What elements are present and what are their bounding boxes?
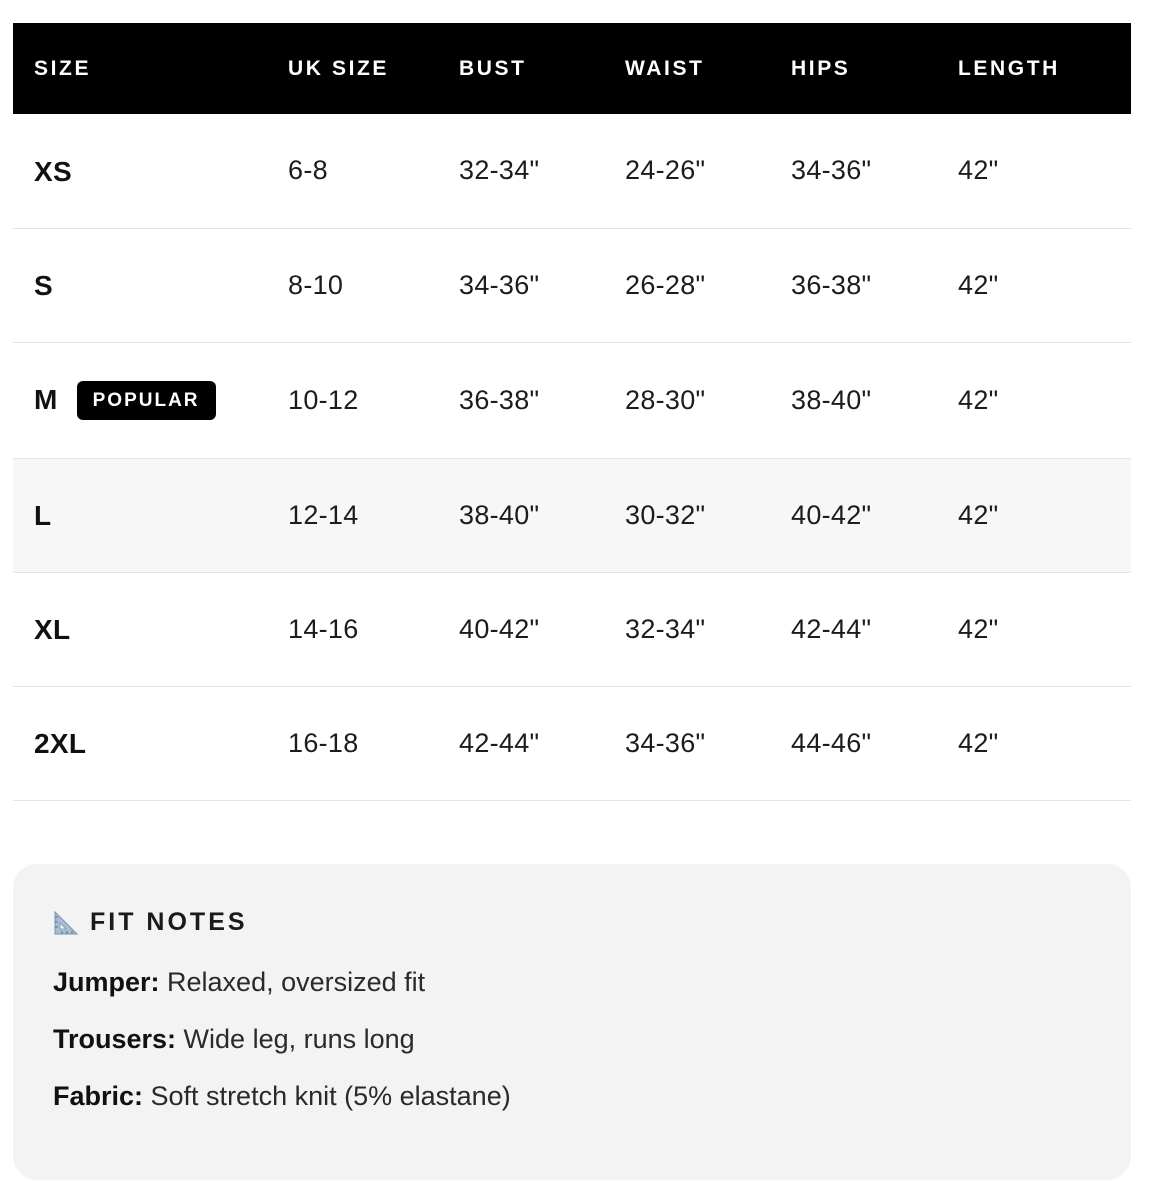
uk-size-cell: 14-16 [288,613,359,644]
size-cell [13,114,288,228]
note-value: Relaxed, oversized fit [159,967,426,997]
table-row [13,114,1131,228]
uk-size-cell: 12-14 [288,499,359,530]
hips-cell: 42-44" [791,613,872,644]
size-chart-table [13,23,1131,801]
note-value: Wide leg, runs long [176,1024,415,1054]
fit-notes-heading [53,908,1091,937]
bust-cell: 40-42" [459,613,540,644]
fit-notes-title: FIT NOTES [90,908,248,936]
uk-size-cell: 16-18 [288,727,359,758]
length-cell: 42" [958,269,999,300]
waist-cell: 26-28" [625,269,706,300]
note-fabric [53,1081,1091,1112]
size-label: S [34,269,53,301]
hips-cell: 38-40" [791,384,872,415]
uk-size-cell: 10-12 [288,384,359,415]
popular-badge: POPULAR [77,381,216,420]
bust-cell: 42-44" [459,727,540,758]
table-row [13,342,1131,458]
header-size: SIZE [34,56,92,80]
fit-notes-panel [13,864,1131,1180]
size-label: 2XL [34,727,87,759]
hips-cell: 44-46" [791,727,872,758]
header-bust: BUST [459,56,527,80]
size-label: XS [34,155,72,187]
triangular-ruler-icon [53,910,79,936]
table-body [13,114,1131,800]
size-cell [13,458,288,572]
bust-cell: 32-34" [459,155,540,186]
size-label: L [34,499,52,531]
header-row [13,23,1131,114]
hips-cell: 36-38" [791,269,872,300]
note-key: Jumper: [53,967,160,997]
table-header [13,23,1131,114]
note-key: Trousers: [53,1024,177,1054]
hips-cell: 40-42" [791,499,872,530]
waist-cell: 30-32" [625,499,706,530]
uk-size-cell: 8-10 [288,269,344,300]
size-label: XL [34,613,71,645]
header-hips: HIPS [791,56,851,80]
bust-cell: 36-38" [459,384,540,415]
note-key: Fabric: [53,1081,144,1111]
length-cell: 42" [958,384,999,415]
waist-cell: 24-26" [625,155,706,186]
length-cell: 42" [958,727,999,758]
header-waist: WAIST [625,56,705,80]
bust-cell: 38-40" [459,499,540,530]
length-cell: 42" [958,155,999,186]
table-row [13,686,1131,800]
waist-cell: 28-30" [625,384,706,415]
table-row [13,228,1131,342]
waist-cell: 34-36" [625,727,706,758]
table-row [13,458,1131,572]
size-cell [13,572,288,686]
hips-cell: 34-36" [791,155,872,186]
note-value: Soft stretch knit (5% elastane) [143,1081,511,1111]
size-cell [13,686,288,800]
table-row [13,572,1131,686]
size-cell [13,228,288,342]
size-cell [13,342,288,458]
bust-cell: 34-36" [459,269,540,300]
header-uk-size: UK SIZE [288,56,390,80]
note-jumper [53,967,1091,998]
header-length: LENGTH [958,56,1060,80]
length-cell: 42" [958,499,999,530]
length-cell: 42" [958,613,999,644]
note-trousers [53,1024,1091,1055]
waist-cell: 32-34" [625,613,706,644]
uk-size-cell: 6-8 [288,155,328,186]
size-label: M [34,384,58,415]
